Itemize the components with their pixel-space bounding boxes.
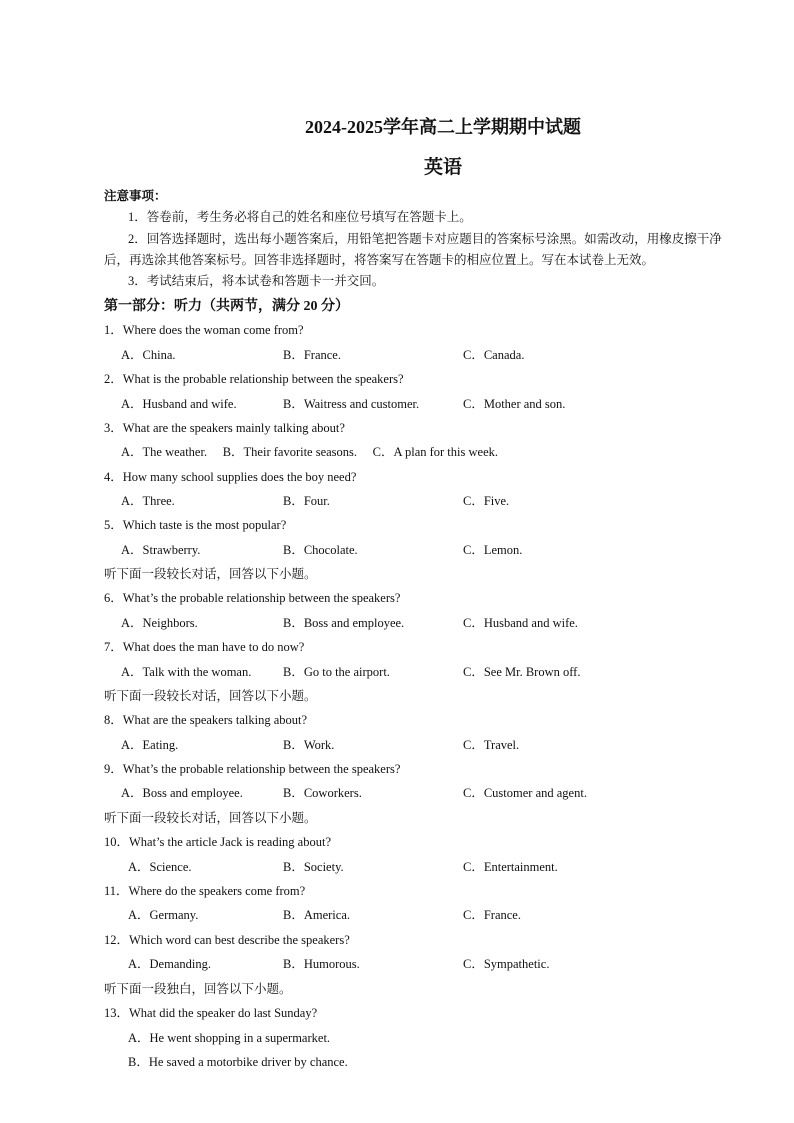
option-a: A．Demanding. xyxy=(128,957,211,971)
exam-subject: 英语 xyxy=(423,157,462,178)
option-b: B．Society. xyxy=(283,860,344,874)
note-item: 3．考试结束后，将本试卷和答题卡一并交回。 xyxy=(128,274,385,288)
question-stem: 8．What are the speakers talking about? xyxy=(104,713,308,727)
option-c: C．Entertainment. xyxy=(463,860,558,874)
instruction: 听下面一段独白，回答以下小题。 xyxy=(104,982,292,996)
question-stem: 3．What are the speakers mainly talking about? xyxy=(104,421,345,435)
option-b: B．Coworkers. xyxy=(283,786,362,800)
question-stem: 2．What is the probable relationship between the speakers? xyxy=(104,372,404,386)
note-item: 2．回答选择题时，选出每小题答案后，用铅笔把答题卡对应题目的答案标号涂黑。如需改动，用橡皮擦干净 xyxy=(128,232,722,246)
option-a: A．Three. xyxy=(121,494,175,508)
note-item: 后，再选涂其他答案标号。回答非选择题时，将答案写在答题卡的相应位置上。写在本试卷上无效。 xyxy=(104,253,655,267)
option-a: A．Strawberry. xyxy=(121,543,201,557)
option-b: B．Waitress and customer. xyxy=(283,397,420,411)
option-b: B．Four. xyxy=(283,494,330,508)
option-c: C．Customer and agent. xyxy=(463,786,587,800)
option-b: B．Chocolate. xyxy=(283,543,358,557)
question-stem: 6．What’s the probable relationship between the speakers? xyxy=(104,591,401,605)
question-stem: 4．How many school supplies does the boy need? xyxy=(104,470,357,484)
option-a: A．Science. xyxy=(128,860,192,874)
question-stem: 5．Which taste is the most popular? xyxy=(104,518,287,532)
option-c: C．Canada. xyxy=(463,348,525,362)
option-a: A．Husband and wife. xyxy=(121,397,237,411)
question-stem: 10．What’s the article Jack is reading about? xyxy=(104,835,332,849)
option-a: A．Germany. xyxy=(128,908,199,922)
notes-heading: 注意事项： xyxy=(104,189,167,203)
option-a: A．Talk with the woman. xyxy=(121,665,252,679)
exam-title: 2024-2025学年高二上学期期中试题 xyxy=(305,117,581,137)
option-c: C．France. xyxy=(463,908,521,922)
instruction: 听下面一段较长对话，回答以下小题。 xyxy=(104,689,317,703)
question-stem: 9．What’s the probable relationship between the speakers? xyxy=(104,762,401,776)
option-a: A．Neighbors. xyxy=(121,616,198,630)
option-c: C．Lemon. xyxy=(463,543,523,557)
question-stem: 7．What does the man have to do now? xyxy=(104,640,305,654)
option-a: A．Boss and employee. xyxy=(121,786,243,800)
section-title: 第一部分：听力（共两节，满分 20 分） xyxy=(104,299,349,314)
instruction: 听下面一段较长对话，回答以下小题。 xyxy=(104,567,317,581)
option-b: B．He saved a motorbike driver by chance. xyxy=(128,1055,348,1069)
option-b: B．France. xyxy=(283,348,341,362)
option-b: B．Go to the airport. xyxy=(283,665,390,679)
option-c: C．See Mr. Brown off. xyxy=(463,665,581,679)
question-stem: 1．Where does the woman come from? xyxy=(104,323,304,337)
question-stem: 13．What did the speaker do last Sunday? xyxy=(104,1006,318,1020)
question-stem: 12．Which word can best describe the speakers? xyxy=(104,933,350,947)
option-c: C．Travel. xyxy=(463,738,520,752)
option-c: C．Sympathetic. xyxy=(463,957,550,971)
option-a: A．China. xyxy=(121,348,176,362)
option-b: B．Boss and employee. xyxy=(283,616,405,630)
option-a: A．He went shopping in a supermarket. xyxy=(128,1031,331,1045)
options-inline: A．The weather. B．Their favorite seasons. C．A plan for this week. xyxy=(121,445,498,459)
option-b: B．Humorous. xyxy=(283,957,360,971)
note-item: 1．答卷前，考生务必将自己的姓名和座位号填写在答题卡上。 xyxy=(128,210,472,224)
option-a: A．Eating. xyxy=(121,738,179,752)
option-c: C．Mother and son. xyxy=(463,397,566,411)
instruction: 听下面一段较长对话，回答以下小题。 xyxy=(104,811,317,825)
option-b: B．America. xyxy=(283,908,350,922)
question-stem: 11．Where do the speakers come from? xyxy=(104,884,306,898)
option-b: B．Work. xyxy=(283,738,335,752)
option-c: C．Five. xyxy=(463,494,510,508)
option-c: C．Husband and wife. xyxy=(463,616,578,630)
